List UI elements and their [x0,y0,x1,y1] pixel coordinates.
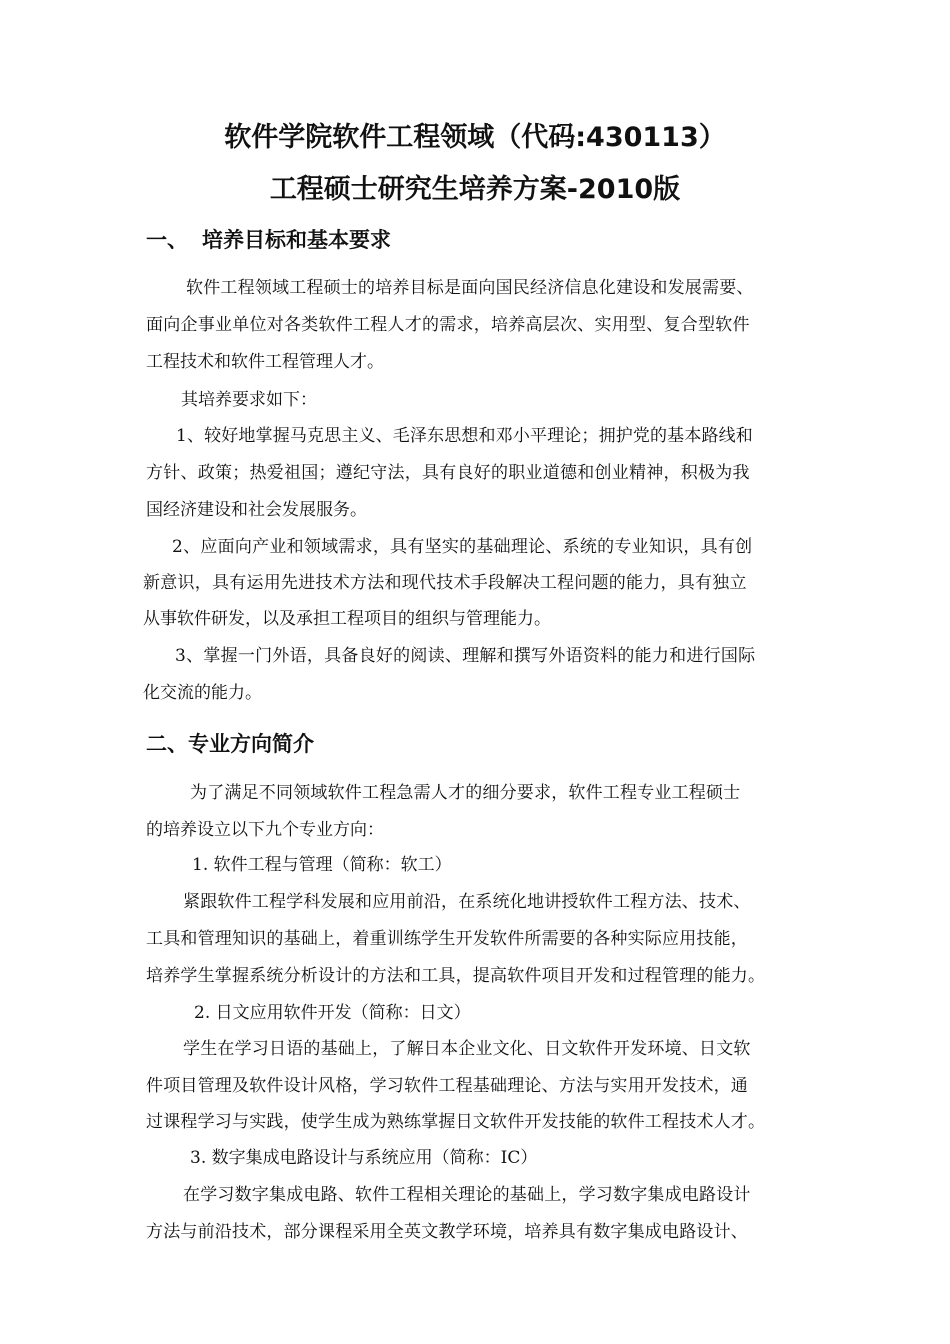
paragraph-line: 国经济建设和社会发展服务。 [146,500,367,520]
paragraph-line: 化交流的能力。 [143,683,262,703]
paragraph-line: 的培养设立以下九个专业方向： [146,820,384,840]
paragraph-line: 工具和管理知识的基础上，着重训练学生开发软件所需要的各种实际应用技能， [146,929,748,949]
paragraph-line: 3、掌握一门外语，具备良好的阅读、理解和撰写外语资料的能力和进行国际 [175,646,756,666]
list-item: 1. 软件工程与管理（简称：软工） [192,855,452,875]
paragraph-line: 紧跟软件工程学科发展和应用前沿，在系统化地讲授软件工程方法、技术、 [183,892,751,912]
list-item: 2. 日文应用软件开发（简称：日文） [194,1003,471,1023]
paragraph-line: 培养学生掌握系统分析设计的方法和工具，提高软件项目开发和过程管理的能力。 [146,966,766,986]
paragraph-line: 面向企事业单位对各类软件工程人才的需求，培养高层次、实用型、复合型软件 [146,315,750,335]
section-1-title: 培养目标和基本要求 [202,228,391,252]
paragraph-line: 学生在学习日语的基础上，了解日本企业文化、日文软件开发环境、日文软 [183,1039,751,1059]
paragraph-line: 其培养要求如下： [181,390,317,410]
document-title-line-2: 工程硕士研究生培养方案-2010版 [269,174,681,205]
paragraph-line: 为了满足不同领域软件工程急需人才的细分要求，软件工程专业工程硕士 [190,783,741,803]
paragraph-line: 新意识，具有运用先进技术方法和现代技术手段解决工程问题的能力，具有独立 [143,573,747,593]
section-1-number: 一、 [146,228,188,252]
paragraph-line: 方法与前沿技术，部分课程采用全英文教学环境，培养具有数字集成电路设计、 [146,1222,748,1242]
paragraph-line: 软件工程领域工程硕士的培养目标是面向国民经济信息化建设和发展需要、 [186,278,754,298]
paragraph-line: 方针、政策；热爱祖国；遵纪守法，具有良好的职业道德和创业精神，积极为我 [146,463,750,483]
paragraph-line: 2、应面向产业和领域需求，具有坚实的基础理论、系统的专业知识，具有创 [172,537,753,557]
section-1-heading [146,225,391,255]
paragraph-line: 从事软件研发，以及承担工程项目的组织与管理能力。 [143,609,551,629]
paragraph-line: 工程技术和软件工程管理人才。 [146,352,384,372]
paragraph-line: 件项目管理及软件设计风格，学习软件工程基础理论、方法与实用开发技术，通 [146,1076,748,1096]
document-title-line-1: 软件学院软件工程领域（代码:430113） [224,122,726,153]
paragraph-line: 1、较好地掌握马克思主义、毛泽东思想和邓小平理论；拥护党的基本路线和 [176,426,753,446]
paragraph-line: 在学习数字集成电路、软件工程相关理论的基础上，学习数字集成电路设计 [183,1185,751,1205]
paragraph-line: 过课程学习与实践，使学生成为熟练掌握日文软件开发技能的软件工程技术人才。 [146,1112,766,1132]
section-2-heading: 二、专业方向简介 [146,732,314,756]
list-item: 3. 数字集成电路设计与系统应用（简称：IC） [190,1148,538,1168]
